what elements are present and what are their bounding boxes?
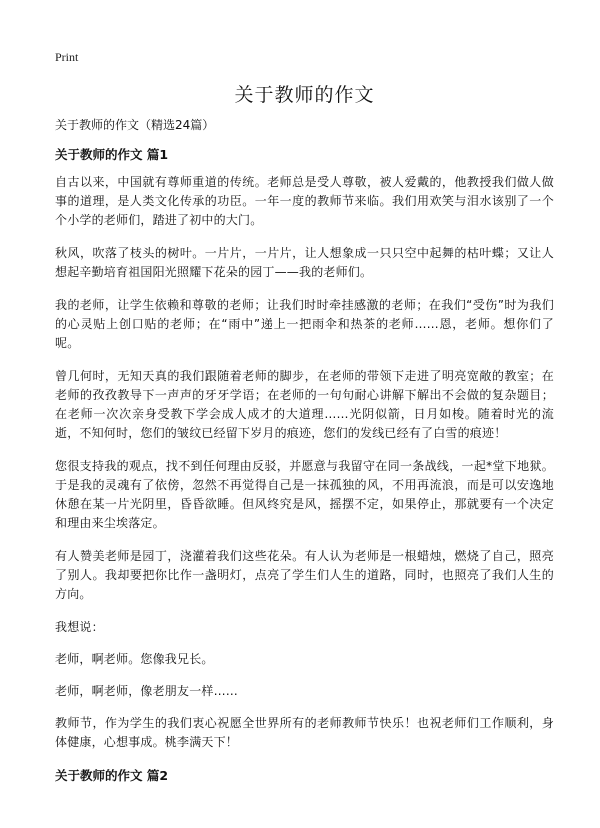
paragraph: 自古以来，中国就有尊师重道的传统。老师总是受人尊敬，被人爱戴的，他教授我们做人做事的道理，是人类文化传承的功臣。一年一度的教师节来临。我们用欢笑与泪水该别了一个个小学的老师们，踏进了初中的大门。 (55, 175, 554, 227)
section-heading-2: 关于教师的作文 篇2 (55, 768, 169, 783)
paragraph: 曾几何时，无知天真的我们跟随着老师的脚步，在老师的带领下走进了明亮宽敞的教室；在老师的孜孜教导下一声声的牙牙学语；在老师的一句句耐心讲解下解出不会做的复杂题目；在老师一次次亲身受教下学会成人成才的大道理……光阴似箭，日月如梭。随着时光的流逝，不知何时，您们的皱纹已经留下岁月的痕迹，您们的发线已经有了白雪的痕迹！ (55, 369, 554, 440)
section-heading-1: 关于教师的作文 篇1 (55, 147, 169, 162)
paragraph: 老师，啊老师，像老朋友一样…… (55, 684, 239, 698)
document-subtitle: 关于教师的作文（精选24篇） (55, 118, 215, 132)
paragraph: 老师，啊老师。您像我兄长。 (55, 652, 214, 666)
paragraph: 您很支持我的观点，找不到任何理由反驳，并愿意与我留守在同一条战线，一起*堂下地狱。于是我的灵魂有了依傍，忽然不再觉得自己是一抹孤独的风，不用再流浪，而是可以安逸地休憩在某一片光阴里，昏昏欲睡。但风终究是风，摇摆不定，如果停止，那就要有一个决定和理由来尘埃落定。 (55, 459, 554, 530)
page-title: 关于教师的作文 (234, 84, 375, 106)
paragraph: 有人赞美老师是园丁，浇灌着我们这些花朵。有人认为老师是一根蜡烛，燃烧了自己，照亮了别人。我却要把你比作一盏明灯，点亮了学生们人生的道路，同时，也照亮了我们人生的方向。 (55, 549, 554, 601)
paragraph: 我想说： (55, 620, 104, 634)
paragraph: 我的老师，让学生依赖和尊敬的老师；让我们时时牵挂感激的老师；在我们“受伤”时为我们的心灵贴上创口贴的老师；在“雨中”递上一把雨伞和热茶的老师……恩，老师。想你们了呢。 (55, 298, 554, 350)
paragraph: 秋风，吹落了枝头的树叶。一片片，一片片，让人想象成一只只空中起舞的枯叶蝶；又让人想起辛勤培育祖国阳光照耀下花朵的园丁——我的老师们。 (55, 246, 554, 279)
print-link[interactable]: Print (55, 50, 79, 64)
paragraph: 教师节，作为学生的我们衷心祝愿全世界所有的老师教师节快乐！也祝老师们工作顺利，身体健康，心想事成。桃李满天下！ (55, 716, 554, 749)
